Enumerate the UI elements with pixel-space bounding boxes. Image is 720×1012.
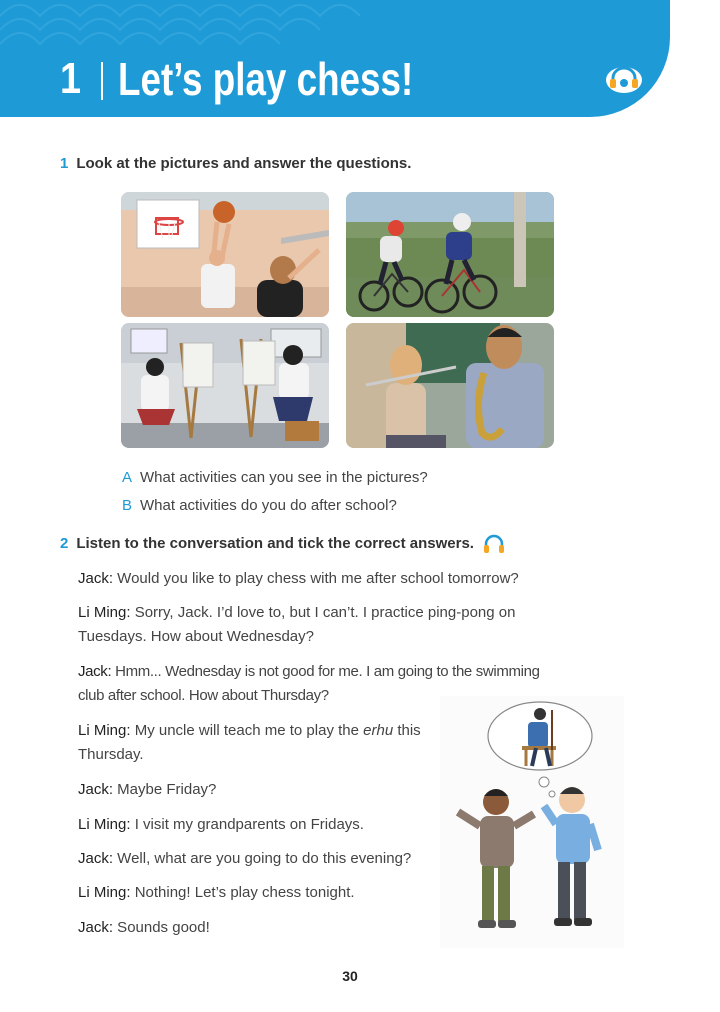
section-number: 2 — [60, 534, 69, 552]
speaker-name: Jack: — [78, 919, 114, 936]
question-text: What activities do you do after school? — [140, 497, 397, 514]
dialogue-text: Would you like to play chess with me after school tomorrow? — [113, 570, 519, 587]
unit-header — [0, 0, 670, 117]
dialogue-line — [78, 601, 564, 649]
dialogue-text: Sounds good! — [113, 919, 210, 936]
dialogue-text: Hmm... Wednesday is not good for me. I am going to the swimming club after school. How about Thursday? — [78, 663, 540, 704]
speaker-name: Jack: — [78, 781, 114, 798]
speaker-name: Li Ming: — [78, 722, 131, 739]
speaker-name: Li Ming: — [78, 604, 131, 621]
dialogue-text: Nothing! Let’s play chess tonight. — [130, 884, 355, 901]
speaker-name: Li Ming: — [78, 884, 131, 901]
dialogue-text: Sorry, Jack. I’d love to, but I can’t. I practice ping-pong on Tuesdays. How about Wednesday? — [78, 604, 516, 645]
speaker-name: Jack: — [78, 570, 114, 587]
speaker-name: Jack: — [78, 663, 112, 680]
page-number: 30 — [342, 968, 358, 984]
headphones-icon[interactable] — [604, 62, 644, 94]
dialogue-text: My uncle will teach me to play the — [130, 722, 364, 739]
painting-photo — [121, 323, 329, 448]
dialogue-line — [78, 719, 424, 767]
basketball-photo — [121, 192, 329, 317]
question-letter: B — [122, 497, 133, 514]
title-divider — [101, 62, 103, 100]
dialogue-text: I visit my grandparents on Fridays. — [130, 816, 364, 833]
dialogue-italic-word: erhu — [363, 722, 394, 739]
question-text: What activities can you see in the pictures? — [140, 469, 428, 486]
section-2-heading — [60, 533, 506, 555]
dialogue-line — [78, 567, 564, 591]
cycling-photo — [346, 192, 554, 317]
unit-number: 1 — [60, 54, 82, 103]
section-1-heading — [60, 155, 411, 172]
question-a — [122, 469, 428, 486]
dialogue-text: Maybe Friday? — [113, 781, 217, 798]
section-instruction: Listen to the conversation and tick the correct answers. — [76, 534, 474, 552]
question-letter: A — [122, 469, 133, 486]
boys-talking-illustration — [440, 696, 624, 948]
dialogue-text: this Thursday. — [78, 722, 421, 763]
unit-title: Let’s play chess! — [118, 53, 414, 105]
speaker-name: Li Ming: — [78, 816, 131, 833]
music-photo — [346, 323, 554, 448]
headphones-icon[interactable] — [482, 533, 506, 555]
section-number: 1 — [60, 155, 69, 172]
dialogue-text: Well, what are you going to do this evening? — [113, 850, 412, 867]
section-instruction: Look at the pictures and answer the questions. — [76, 155, 412, 172]
speaker-name: Jack: — [78, 850, 114, 867]
question-b — [122, 497, 397, 514]
